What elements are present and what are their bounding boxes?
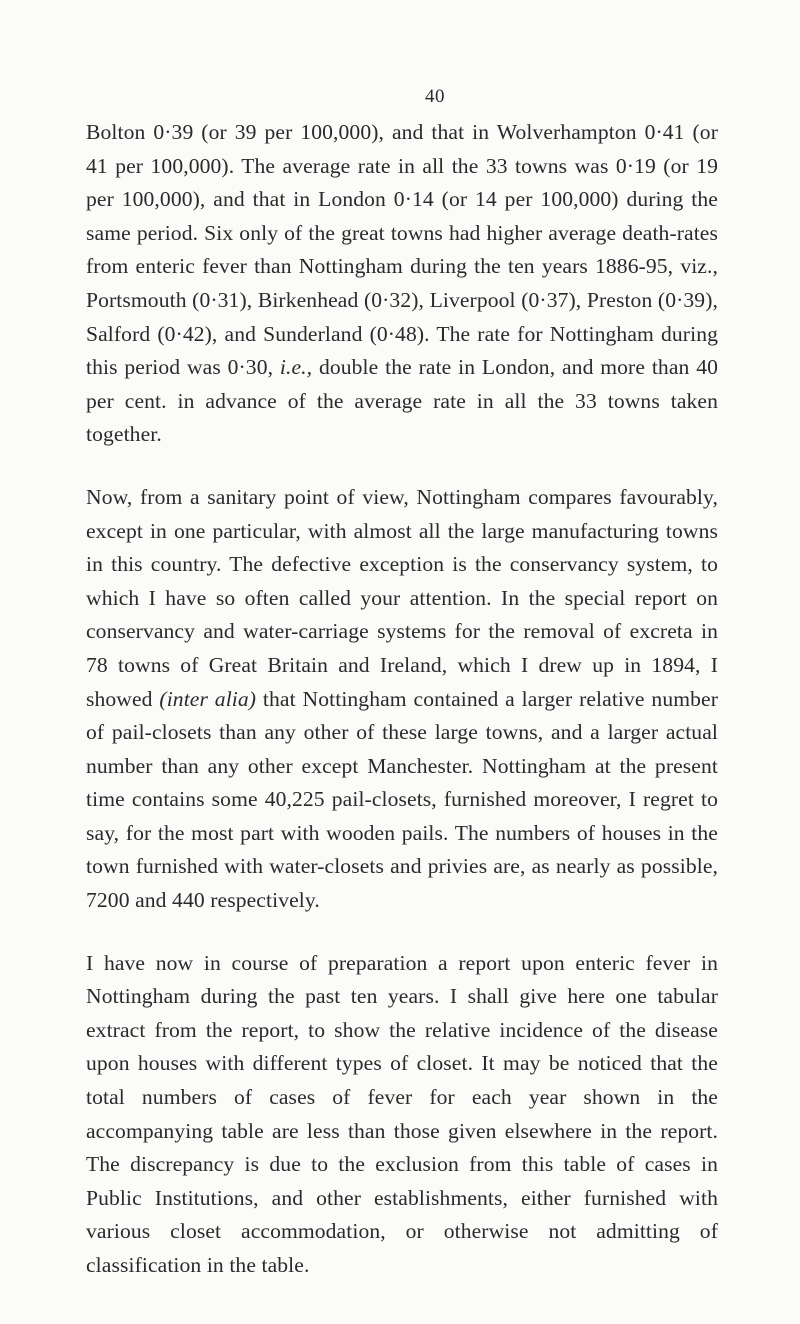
paragraph-text-continued: double the rate in London, and more than 40 per cent. in advance of the average rate in all the 33 towns taken together. (86, 355, 718, 447)
paragraph-text: Now, from a sanitary point of view, Nottingham compares favourably, except in one particular, with almost all the large manufacturing towns in this country. The defective exception is the conservancy system, to which I have so often called your attention. In the special report on conservancy and water-carriage systems for the removal of excreta in 78 towns of Great Britain and Ireland, which I drew up in 1894, I showed (86, 484, 718, 711)
paragraph-conservancy-system (86, 481, 718, 918)
paragraph-text: Bolton 0·39 (or 39 per 100,000), and that in Wolverhampton 0·41 (or 41 per 100,000). The average rate in all the 33 towns was 0·19 (or 19 per 100,000), and that in London 0·14 (or 14 per 100,000) during the same period. Six only of the great towns had higher average death-rates from enteric fever than Nottingham during the ten years 1886-95, viz., Portsmouth (0·31), Birkenhead (0·32), Liverpool (0·37), Preston (0·39), Salford (0·42), and Sunderland (0·48). The rate for Nottingham during this period was 0·30, (86, 120, 718, 380)
paragraph-enteric-report (86, 947, 718, 1283)
paragraph-text: I have now in course of preparation a report upon enteric fever in Nottingham during the past ten years. I shall give here one tabular extract from the report, to show the relative incidence of the disease upon houses with different types of closet. It may be noticed that the total numbers of cases of fever for each year shown in the accompanying table are less than those given elsewhere in the report. The discrepancy is due to the exclusion from this table of cases in Public Institutions, and other establishments, either furnished with various closet accommodation, or otherwise not admitting of classification in the table. (86, 950, 718, 1277)
paragraph-text-continued: that Nottingham contained a larger relative number of pail-closets than any other of these large towns, and a larger actual number than any other except Manchester. Nottingham at the present time contains some 40,225 pail-closets, furnished moreover, I regret to say, for the most part with wooden pails. The numbers of houses in the town furnished with water-closets and privies are, as nearly as possible, 7200 and 440 respectively. (86, 686, 718, 913)
paragraph-enteric-death-rates (86, 116, 718, 452)
italic-text: i.e., (279, 355, 313, 380)
page-number: 40 (425, 86, 445, 107)
italic-text: (inter alia) (159, 686, 257, 711)
body-text (86, 116, 718, 1283)
